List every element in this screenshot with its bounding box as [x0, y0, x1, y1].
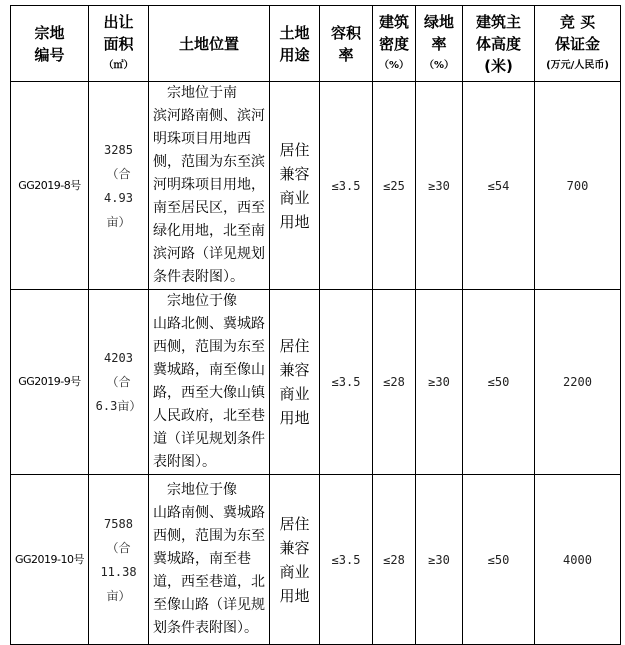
header-deposit-unit: (万元/人民币) [546, 59, 609, 71]
cell-green: ≥30 [416, 290, 463, 475]
cell-use: 居住 兼容 商业 用地 [270, 475, 320, 645]
header-area-label: 出让 面积 [103, 12, 134, 53]
cell-location: 宗地位于像 山路南侧、冀城路 西侧，范围为东至 冀城路，南至巷 道，西至巷道，北 至像山路（详见规 划条件表附图）。 [149, 475, 270, 645]
header-location: 土地位置 [149, 6, 270, 82]
header-height-label: 建筑主 体高度 [475, 12, 521, 53]
header-use: 土地 用途 [270, 6, 320, 82]
header-deposit [535, 6, 621, 82]
cell-far: ≤3.5 [320, 475, 373, 645]
cell-location: 宗地位于南 滨河路南侧、滨河 明珠项目用地西 侧，范围为东至滨 河明珠项目用地， 南至居民区，西至 绿化用地，北至南 滨河路（详见规划 条件表附图）。 [149, 82, 270, 290]
cell-height: ≤54 [463, 82, 535, 290]
cell-green: ≥30 [416, 475, 463, 645]
header-row [11, 6, 621, 82]
cell-area: 4203 （合 6.3亩） [89, 290, 149, 475]
cell-far: ≤3.5 [320, 290, 373, 475]
cell-deposit: 2200 [535, 290, 621, 475]
header-density-unit: （%） [378, 59, 410, 71]
header-code: 宗地 编号 [11, 6, 89, 82]
cell-height: ≤50 [463, 475, 535, 645]
table-row [11, 475, 621, 645]
cell-use: 居住 兼容 商业 用地 [270, 290, 320, 475]
cell-code: GG2019-8号 [11, 82, 89, 290]
header-density-label: 建筑 密度 [378, 12, 409, 53]
cell-location: 宗地位于像 山路北侧、冀城路 西侧，范围为东至 冀城路，南至像山 路，西至大像山镇 人民政府，北至巷 道（详见规划条件 表附图）。 [149, 290, 270, 475]
cell-height: ≤50 [463, 290, 535, 475]
cell-code: GG2019-9号 [11, 290, 89, 475]
table-row [11, 82, 621, 290]
land-parcel-table [10, 5, 621, 645]
cell-area: 3285 （合 4.93 亩） [89, 82, 149, 290]
header-density [373, 6, 416, 82]
header-height [463, 6, 535, 82]
header-height-unit: (米) [484, 56, 513, 75]
cell-green: ≥30 [416, 82, 463, 290]
header-area [89, 6, 149, 82]
cell-use: 居住 兼容 商业 用地 [270, 82, 320, 290]
header-far: 容积 率 [320, 6, 373, 82]
header-green-unit: （%） [423, 59, 455, 71]
table-row [11, 290, 621, 475]
cell-area: 7588 （合 11.38 亩） [89, 475, 149, 645]
cell-code: GG2019-10号 [11, 475, 89, 645]
header-area-unit: （㎡） [103, 59, 134, 71]
header-green [416, 6, 463, 82]
cell-far: ≤3.5 [320, 82, 373, 290]
cell-density: ≤28 [373, 290, 416, 475]
cell-deposit: 700 [535, 82, 621, 290]
cell-density: ≤28 [373, 475, 416, 645]
cell-deposit: 4000 [535, 475, 621, 645]
header-deposit-label: 竞 买 保证金 [554, 12, 600, 53]
header-green-label: 绿地 率 [423, 12, 454, 53]
cell-density: ≤25 [373, 82, 416, 290]
